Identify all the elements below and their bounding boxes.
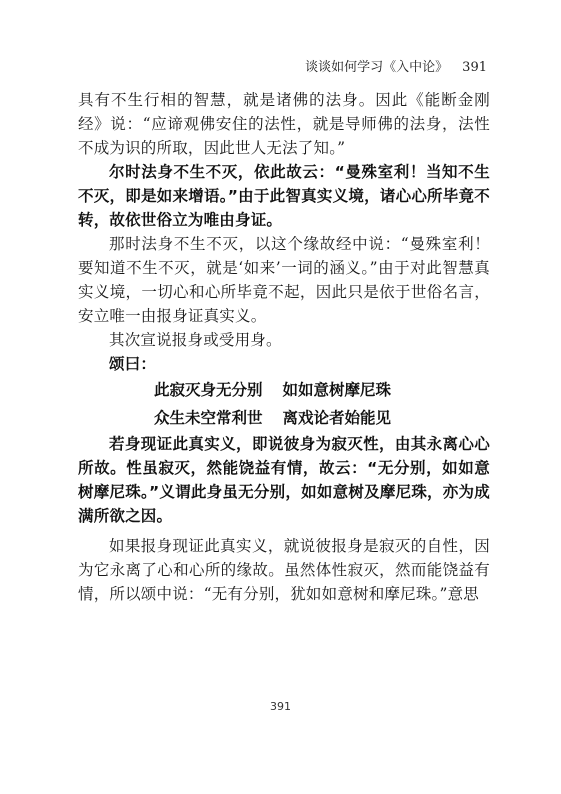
footer-page-number: 391 (270, 700, 291, 713)
running-title: 谈谈如何学习《入中论》 (305, 60, 449, 75)
paragraph-6: 如果报身现证此真实义，就说彼报身是寂灭的自性，因为它永离了心和心所的缘故。虽然体性寂灭，然而能饶益有情，所以颂中说：“无有分别，犹如如意树和摩尼珠。”意思 (78, 537, 490, 603)
running-header (305, 56, 487, 75)
verse-line-1-left: 此寂灭身无分别 (154, 381, 263, 399)
verse-line-2-right: 离戏论者始能见 (282, 409, 392, 427)
paragraph-1: 具有不生行相的智慧，就是诸佛的法身。因此《能断金刚经》说：“应谛观佛安住的法性，就是导师佛的法身，法性不成为识的所取，因此世人无法了知。” (78, 91, 490, 157)
paragraph-3: 那时法身不生不灭，以这个缘故经中说：“曼殊室利！要知道不生不灭，就是‘如来’一词的涵义。”由于对此智慧真实义境，一切心和心所毕竟不起，因此只是依于世俗名言，安立唯一由报身证真实义。 (78, 235, 490, 325)
verse-line-2 (78, 404, 490, 432)
paragraph-5-root-text: 若身现证此真实义，即说彼身为寂灭性，由其永离心心所故。性虽寂灭，然能饶益有情，故云：“无分别，如如意树摩尼珠。”义谓此身虽无分别，如如意树及摩尼珠，亦为成满所欲之因。 (78, 435, 490, 525)
header-page-number: 391 (462, 60, 487, 75)
paragraph-4: 其次宣说报身或受用身。 (109, 331, 282, 349)
paragraph-2-root-text: 尔时法身不生不灭，依此故云：“曼殊室利！当知不生不灭，即是如来增语。”由于此智真实义境，诸心心所毕竟不转，故依世俗立为唯由身证。 (78, 163, 490, 229)
verse-line-2-left: 众生未空常利世 (154, 409, 263, 427)
verse-intro: 颂曰： (109, 355, 157, 373)
page-body (78, 88, 490, 606)
verse-line-1-right: 如如意树摩尼珠 (282, 381, 392, 399)
verse-line-1 (78, 376, 490, 404)
